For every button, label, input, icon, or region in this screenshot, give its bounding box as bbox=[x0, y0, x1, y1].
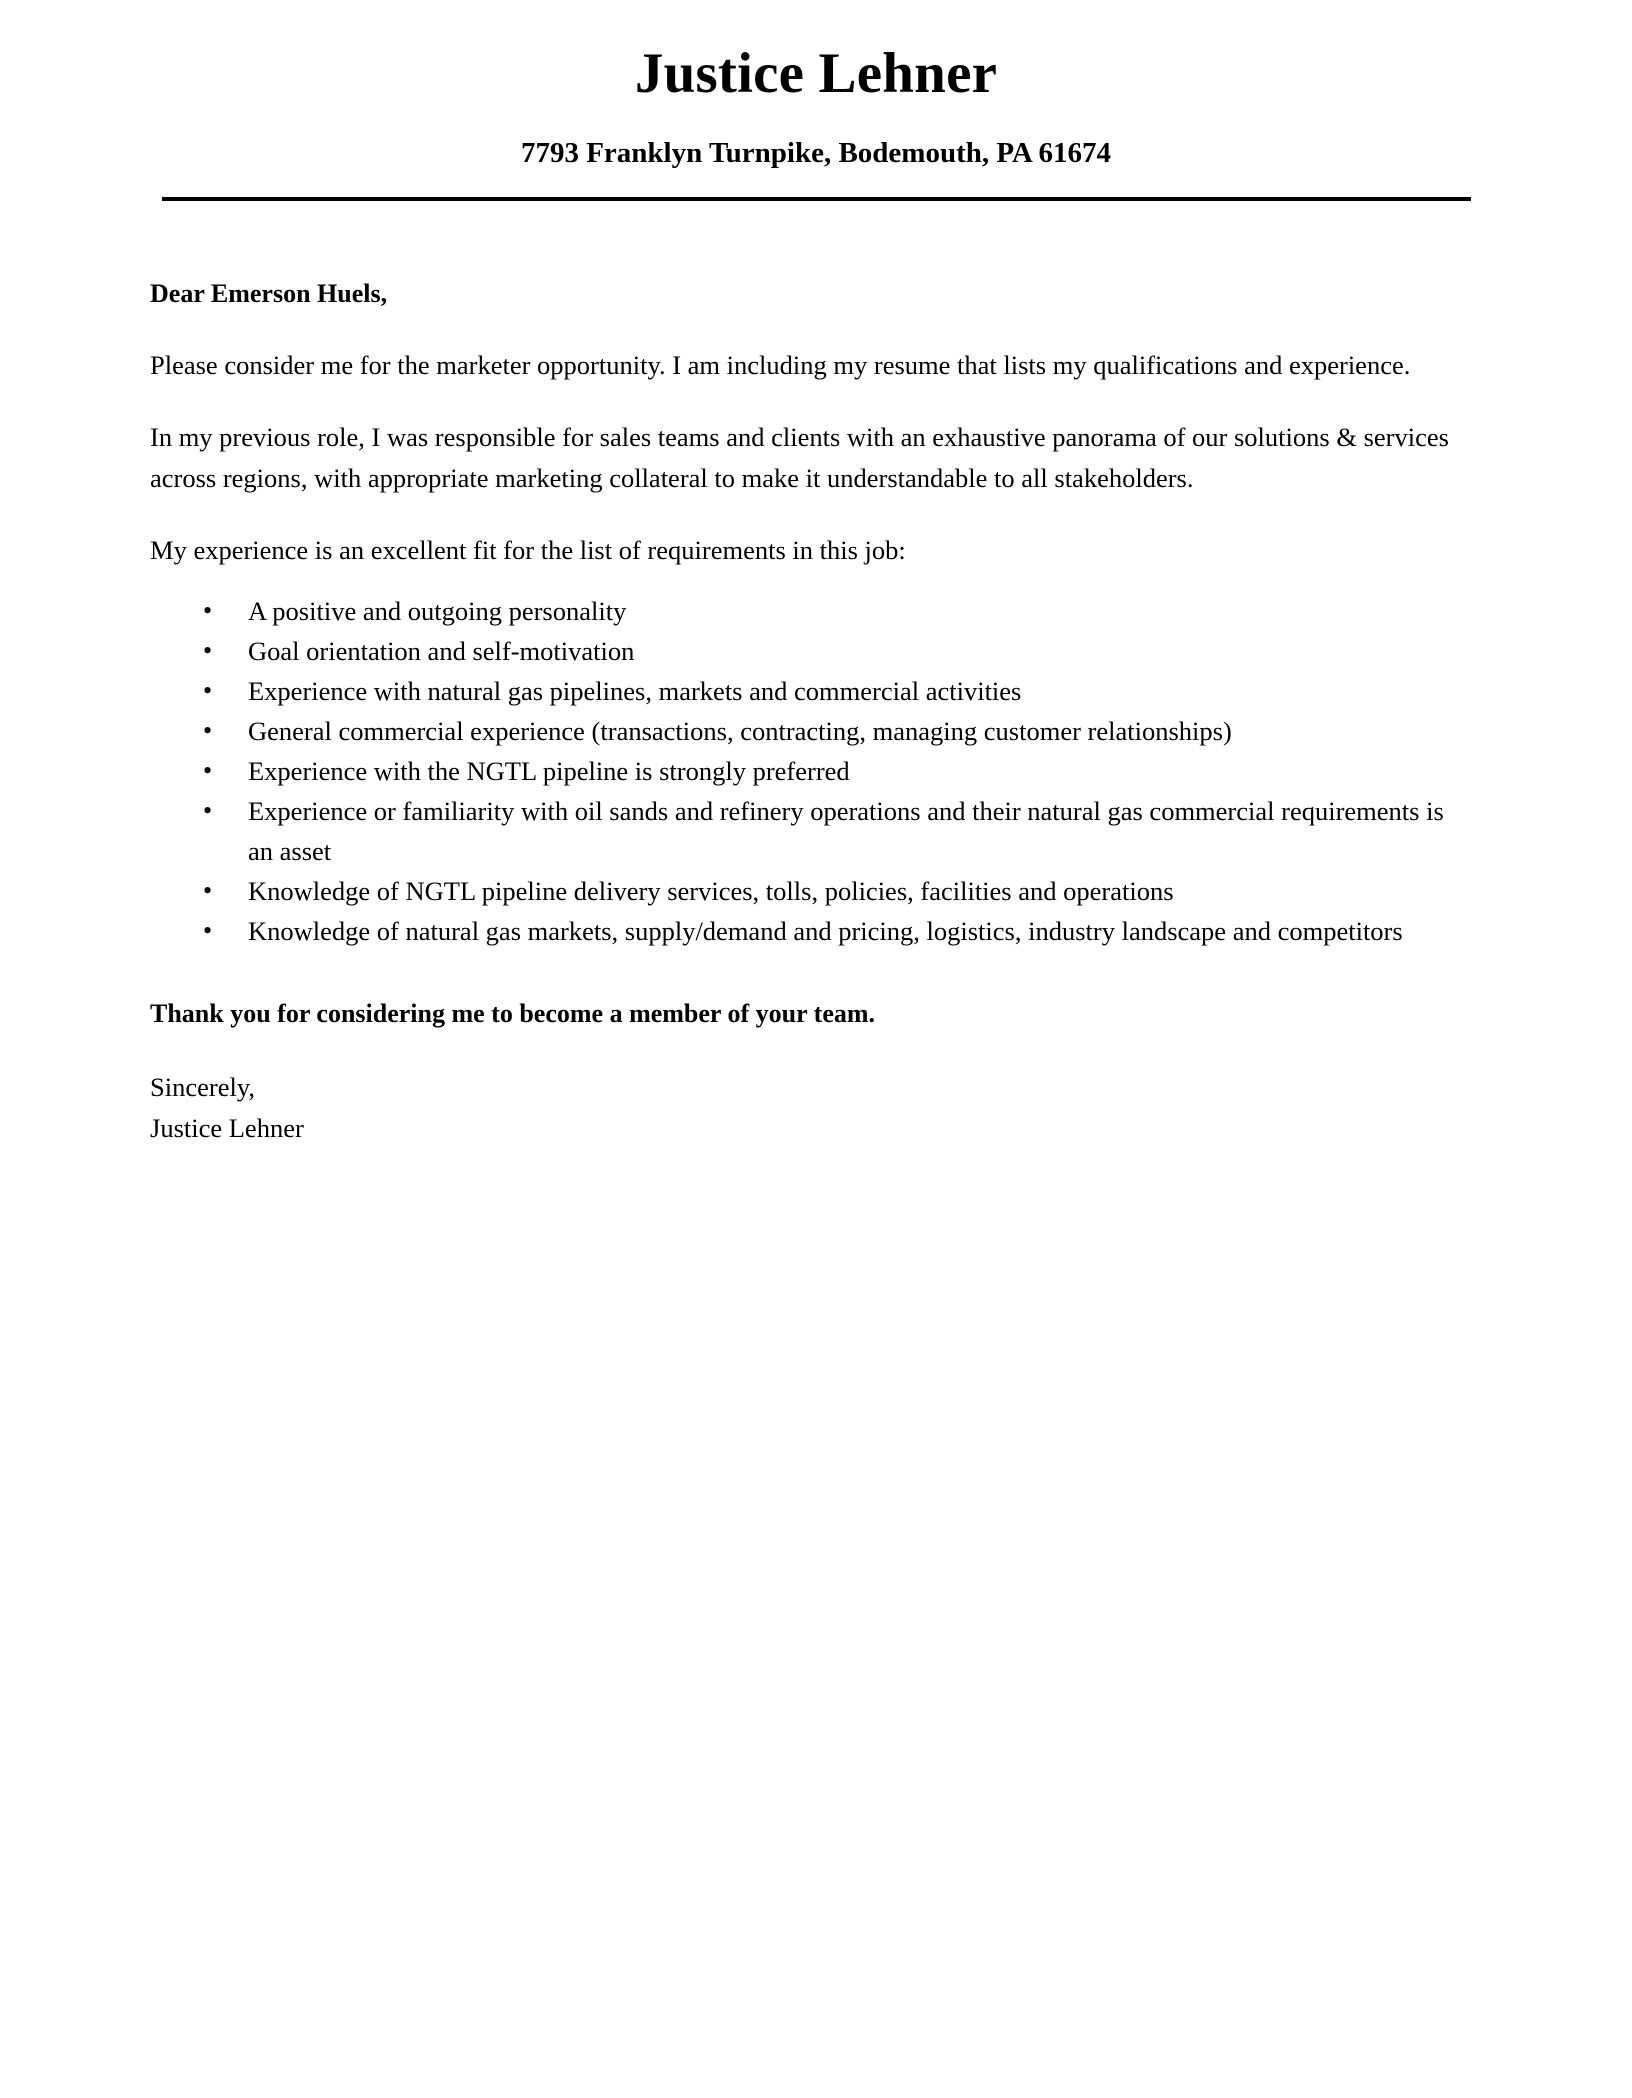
intro-paragraph: Please consider me for the marketer opportunity. I am including my resume that lists my qualifications and experience. bbox=[150, 349, 1411, 380]
requirement-item bbox=[203, 751, 1472, 791]
requirement-item bbox=[203, 871, 1472, 911]
requirement-item bbox=[203, 911, 1472, 951]
requirement-text: Experience or familiarity with oil sands and refinery operations and their natural gas commercial requirements is an asset bbox=[248, 795, 1444, 866]
requirement-item bbox=[203, 631, 1472, 671]
bullet-icon: • bbox=[203, 875, 213, 905]
signoff: Sincerely, bbox=[150, 1071, 255, 1102]
requirement-item bbox=[203, 671, 1472, 711]
experience-paragraph: In my previous role, I was responsible for sales teams and clients with an exhaustive panorama of our solutions & services across regions, with appropriate marketing collateral to make it understandable to all stakeholders. bbox=[150, 421, 1449, 493]
requirement-item bbox=[203, 711, 1472, 751]
bullet-icon: • bbox=[203, 635, 213, 665]
requirement-text: Experience with natural gas pipelines, markets and commercial activities bbox=[248, 675, 1022, 706]
requirement-text: Knowledge of NGTL pipeline delivery services, tolls, policies, facilities and operations bbox=[248, 875, 1174, 906]
letterhead bbox=[0, 0, 1632, 201]
salutation: Dear Emerson Huels, bbox=[150, 278, 388, 308]
requirement-item bbox=[203, 591, 1472, 631]
requirement-text: A positive and outgoing personality bbox=[248, 595, 627, 626]
thank-you-line: Thank you for considering me to become a member of your team. bbox=[150, 998, 876, 1028]
requirement-text: Experience with the NGTL pipeline is strongly preferred bbox=[248, 755, 850, 786]
bullet-icon: • bbox=[203, 755, 213, 785]
requirement-text: Knowledge of natural gas markets, supply/demand and pricing, logistics, industry landscape and competitors bbox=[248, 915, 1403, 946]
requirements-list bbox=[150, 571, 1472, 951]
requirements-intro-paragraph: My experience is an excellent fit for the list of requirements in this job: bbox=[150, 534, 906, 565]
bullet-icon: • bbox=[203, 715, 213, 745]
sender-name: Justice Lehner bbox=[634, 42, 998, 105]
bullet-icon: • bbox=[203, 915, 213, 945]
sender-address: 7793 Franklyn Turnpike, Bodemouth, PA 61674 bbox=[520, 136, 1112, 169]
requirement-item bbox=[203, 791, 1472, 871]
signoff-name: Justice Lehner bbox=[150, 1112, 304, 1143]
letter-body bbox=[0, 201, 1632, 1149]
bullet-icon: • bbox=[203, 795, 213, 825]
bullet-icon: • bbox=[203, 595, 213, 625]
requirement-text: Goal orientation and self-motivation bbox=[248, 635, 635, 666]
requirement-text: General commercial experience (transactions, contracting, managing customer relationships) bbox=[248, 715, 1232, 746]
bullet-icon: • bbox=[203, 675, 213, 705]
